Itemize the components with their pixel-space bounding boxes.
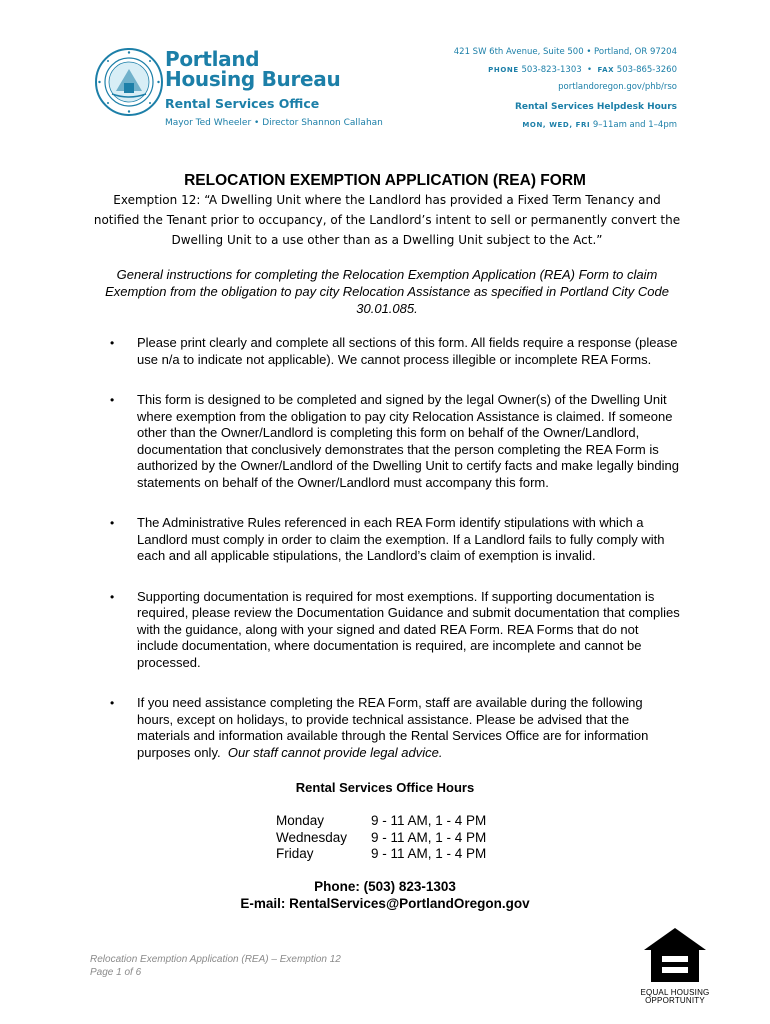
office-hours-day: Wednesday [276,829,348,845]
org-name-line1: Portland [165,47,260,71]
office-hours-time: 9 - 11 AM, 1 - 4 PM [371,829,487,845]
list-item: • Supporting documentation is required for most exemptions. If supporting documentation is required, please review the Documentation Guidance and submit documentation that complies with the guidance, along with your signed and dated REA Form. REA Forms that do not include documentation, where documentation is required, are incomplete and cannot be processed. [110,589,682,672]
office-hours-row [276,830,486,847]
phone-label: PHONE [488,66,519,74]
equal-housing-logo [640,926,710,1005]
org-name-line2: Housing Bureau [165,67,341,91]
footer-doc-name: Relocation Exemption Application (REA) – Exemption 12 [90,954,341,965]
list-item: • Please print clearly and complete all sections of this form. All fields require a response (please use n/a to indicate not applicable). We cannot process illegible or incomplete REA Forms. [110,335,682,368]
office-hours-day: Monday [276,813,325,828]
address: 421 SW 6th Avenue, Suite 500 • Portland, OR 97204 [453,47,677,57]
org-subtitle: Rental Services Office [165,96,320,111]
house-icon [642,926,708,984]
city-seal-logo [94,47,164,117]
contact-block [0,878,770,912]
legal-advice-note: Our staff cannot provide legal advice. [227,744,443,760]
office-hours-day: Friday [276,846,314,861]
contact-email[interactable]: E-mail: RentalServices@PortlandOregon.gov [240,896,530,911]
fax-label: FAX [597,66,615,74]
list-item: • This form is designed to be completed and signed by the legal Owner(s) of the Dwelling Unit where exemption from the obligation to pay city Relocation Assistance is claimed. If someone other than the Owner/Landlord is completing this form on behalf of the Owner/Landlord, documentation that conclusively demonstrates that the person completing the REA Form is authorized by the Owner/Landlord of the Dwelling Unit to certify facts and make legally binding statements on behalf of the Owner/Landlord must accompany this form. [110,392,682,491]
helpdesk-hours [522,120,677,130]
office-hours-time: 9 - 11 AM, 1 - 4 PM [371,846,487,861]
office-hours-time: 9 - 11 AM, 1 - 4 PM [371,813,487,828]
phone-fax-line: PHONE 503-823-1303 • FAX 503-865-3260 [488,65,677,75]
eho-text: EQUAL HOUSING OPPORTUNITY [640,988,710,1005]
office-hours-row [276,813,486,830]
header-fax: 503-865-3260 [616,65,677,75]
footer-page-number: Page 1 of 6 [90,967,142,978]
list-item: • The Administrative Rules referenced in each REA Form identify stipulations with which a Landlord must comply in order to claim the exemption. If a Landlord fails to fully comply with each and all applicable stipulations, the Landlord’s claim of exemption is invalid. [110,515,682,565]
office-hours-title: Rental Services Office Hours [295,780,475,795]
list-item-text: If you need assistance completing the REA Form, staff are available during the following hours, except on holidays, to provide technical assistance. Please be advised that the materials and information available through the Rental Services Office are for information purposes only. [137,695,649,760]
general-instructions: General instructions for completing the Relocation Exemption Application (REA) Form to claim Exemption from the obligation to pay city Relocation Assistance as specified in Portland City Code 30.01.085. [105,267,669,316]
header-phone: 503-823-1303 [521,65,582,75]
helpdesk-days: MON, WED, FRI [522,121,591,129]
helpdesk-title: Rental Services Helpdesk Hours [514,102,677,112]
exemption-text: Exemption 12: “A Dwelling Unit where the Landlord has provided a Fixed Term Tenancy and notified the Tenant prior to occupancy, of the Landlord’s intent to sell or permanently convert the Dwelling Unit to a use other than as a Dwelling Unit subject to the Act.” [93,193,681,247]
page-footer [90,953,341,979]
contact-phone: Phone: (503) 823-1303 [314,879,456,894]
org-name [165,49,340,89]
helpdesk-time: 9–11am and 1–4pm [592,120,677,130]
list-item [110,695,682,761]
office-hours-table [276,813,486,863]
page-title: RELOCATION EXEMPTION APPLICATION (REA) FORM [184,172,586,189]
office-hours-row [276,846,486,863]
officials: Mayor Ted Wheeler • Director Shannon Callahan [165,118,383,128]
instruction-list [110,335,682,761]
website-link[interactable]: portlandoregon.gov/phb/rso [558,82,677,92]
